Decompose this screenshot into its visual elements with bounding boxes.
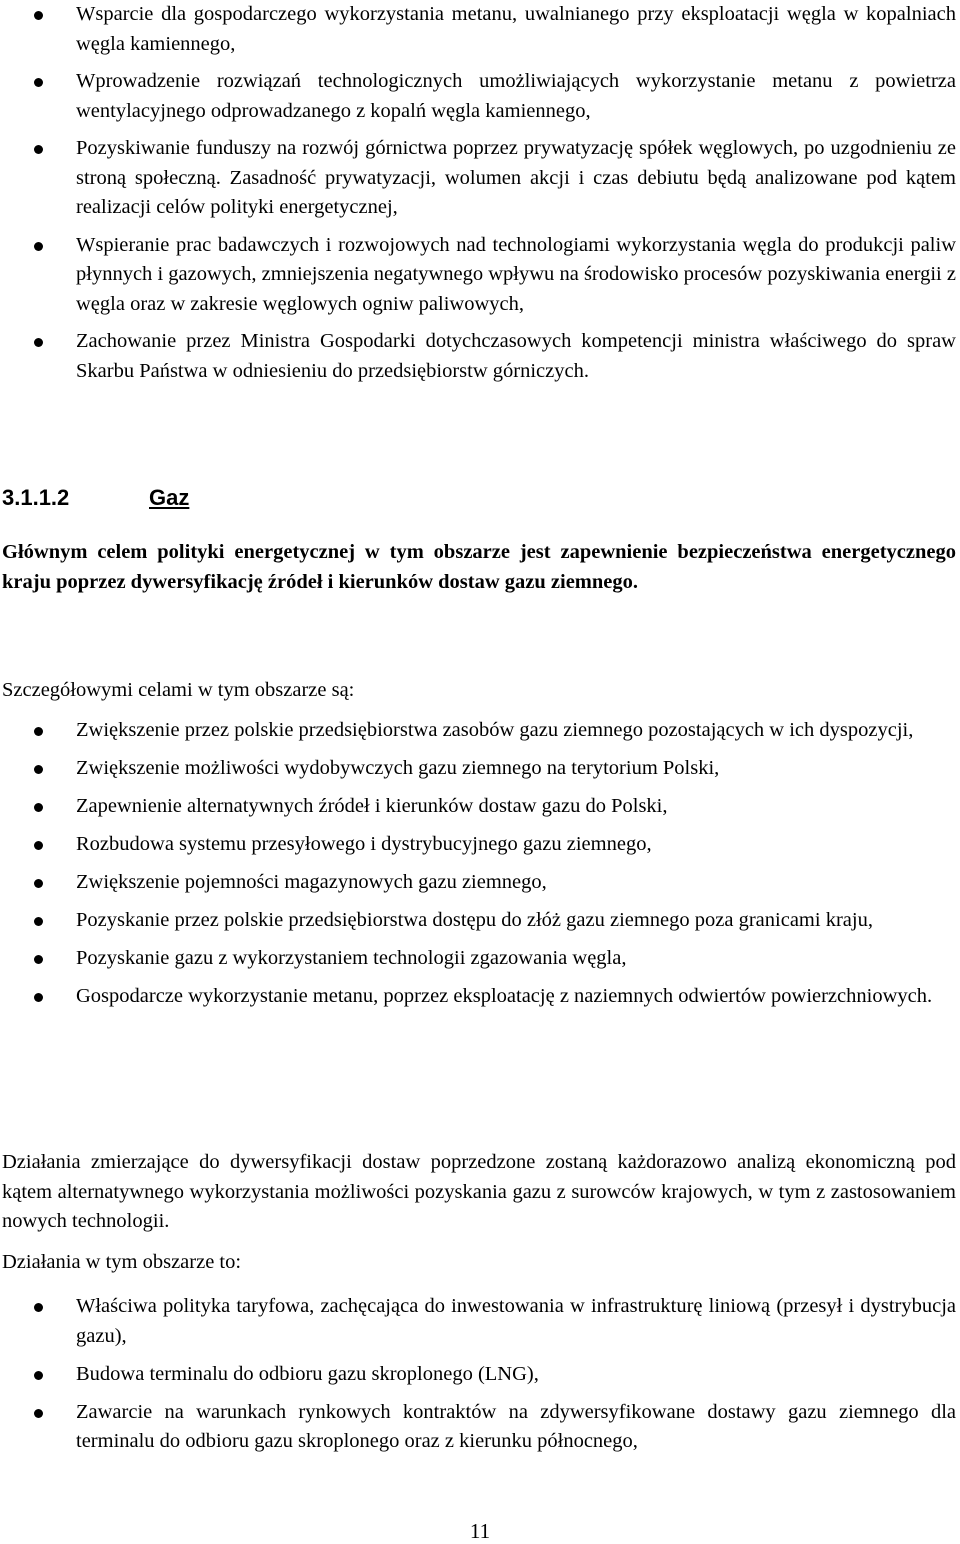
bullet-icon xyxy=(34,765,43,774)
list-item-text: Zachowanie przez Ministra Gospodarki dotychczasowych kompetencji ministra właściwego do spraw Skarbu Państwa w odniesieniu do przedsiębiorstw górniczych. xyxy=(76,330,956,382)
bullet-icon xyxy=(34,11,43,20)
list-item xyxy=(0,67,960,126)
list-item xyxy=(0,1360,960,1390)
list-item-text: Zwiększenie pojemności magazynowych gazu ziemnego, xyxy=(76,871,547,893)
list-item xyxy=(0,906,960,936)
list-item xyxy=(0,868,960,898)
list-item xyxy=(0,830,960,860)
list-item-text: Zawarcie na warunkach rynkowych kontraktów na zdywersyfikowane dostawy gazu ziemnego dla terminalu do odbioru gazu skroplonego oraz z kierunku północnego, xyxy=(76,1400,956,1452)
bullet-icon xyxy=(34,78,43,87)
section-heading xyxy=(2,482,902,514)
bullet-icon xyxy=(34,1371,43,1380)
list-item-text: Wsparcie dla gospodarczego wykorzystania metanu, uwalnianego przy eksploatacji węgla w kopalniach węgla kamiennego, xyxy=(76,3,956,55)
list-item-text: Budowa terminalu do odbioru gazu skroplonego (LNG), xyxy=(76,1362,539,1385)
bullet-icon xyxy=(34,993,43,1002)
section-number: 3.1.1.2 xyxy=(2,485,70,510)
list-item-text: Zwiększenie przez polskie przedsiębiorstwa zasobów gazu ziemnego pozostających w ich dyspozycji, xyxy=(76,719,914,741)
list-item xyxy=(0,134,960,223)
list-item xyxy=(0,754,960,784)
bullet-icon xyxy=(34,145,43,154)
list-item xyxy=(0,982,960,1012)
actions-intro: Działania w tym obszarze to: xyxy=(2,1251,242,1273)
list-item xyxy=(0,944,960,974)
diversification-paragraph: Działania zmierzające do dywersyfikacji dostaw poprzedzone zostaną każdorazowo analizą ekonomiczną pod kątem alternatywnego wykorzystania możliwości pozyskania gazu z surowców krajowych, w tym z zastosowaniem nowych technologii. xyxy=(2,1151,956,1232)
bullet-icon xyxy=(34,242,43,251)
bullet-icon xyxy=(34,338,43,347)
lead-paragraph: Głównym celem polityki energetycznej w tym obszarze jest zapewnienie bezpieczeństwa energetycznego kraju poprzez dywersyfikację źródeł i kierunków dostaw gazu ziemnego. xyxy=(2,541,956,593)
list-item-text: Wprowadzenie rozwiązań technologicznych umożliwiających wykorzystanie metanu z powietrza wentylacyjnego odprowadzanego z kopalń węgla kamiennego, xyxy=(76,70,956,122)
bullet-icon xyxy=(34,803,43,812)
bullet-icon xyxy=(34,1303,43,1312)
list-item-text: Pozyskanie gazu z wykorzystaniem technologii zgazowania węgla, xyxy=(76,947,627,969)
section-title: Gaz xyxy=(149,485,190,510)
list-item-text: Wspieranie prac badawczych i rozwojowych nad technologiami wykorzystania węgla do produkcji paliw płynnych i gazowych, zmniejszenia negatywnego wpływu na środowisko procesów pozyskiwania energii z węgla oraz w zakresie węglowych ogniw paliwowych, xyxy=(76,233,956,315)
bullet-icon xyxy=(34,1409,43,1418)
list-item-text: Pozyskanie przez polskie przedsiębiorstwa dostępu do złóż gazu ziemnego poza granicami kraju, xyxy=(76,909,873,931)
bullet-icon xyxy=(34,955,43,964)
bullet-icon xyxy=(34,841,43,850)
list-item xyxy=(0,1292,960,1351)
list-item xyxy=(0,0,960,59)
list-item-text: Zapewnienie alternatywnych źródeł i kierunków dostaw gazu do Polski, xyxy=(76,795,668,817)
list-item-text: Pozyskiwanie funduszy na rozwój górnictwa poprzez prywatyzację spółek węglowych, po uzgodnieniu ze stroną społeczną. Zasadność prywatyzacji, wolumen akcji i czas debiutu będą analizowane pod kątem realizacji celów polityki energetycznej, xyxy=(76,137,956,218)
list-item-text: Zwiększenie możliwości wydobywczych gazu ziemnego na terytorium Polski, xyxy=(76,757,720,779)
list-item xyxy=(0,327,960,386)
list-item xyxy=(0,792,960,822)
list-item xyxy=(0,1398,960,1457)
bullet-icon xyxy=(34,879,43,888)
detailed-goals-intro: Szczegółowymi celami w tym obszarze są: xyxy=(2,679,355,701)
top-bullet-list xyxy=(0,0,960,394)
bullet-icon xyxy=(34,917,43,926)
list-item-text: Właściwa polityka taryfowa, zachęcająca do inwestowania w infrastrukturę liniową (przesył i dystrybucja gazu), xyxy=(76,1295,956,1347)
list-item xyxy=(0,231,960,320)
list-item xyxy=(0,716,960,746)
list-item-text: Rozbudowa systemu przesyłowego i dystrybucyjnego gazu ziemnego, xyxy=(76,833,652,855)
bullet-icon xyxy=(34,727,43,736)
actions-list xyxy=(0,1292,960,1465)
detailed-goals-list xyxy=(0,716,960,1020)
page-number: 11 xyxy=(469,1519,491,1543)
list-item-text: Gospodarcze wykorzystanie metanu, poprzez eksploatację z naziemnych odwiertów powierzchniowych. xyxy=(76,985,933,1007)
